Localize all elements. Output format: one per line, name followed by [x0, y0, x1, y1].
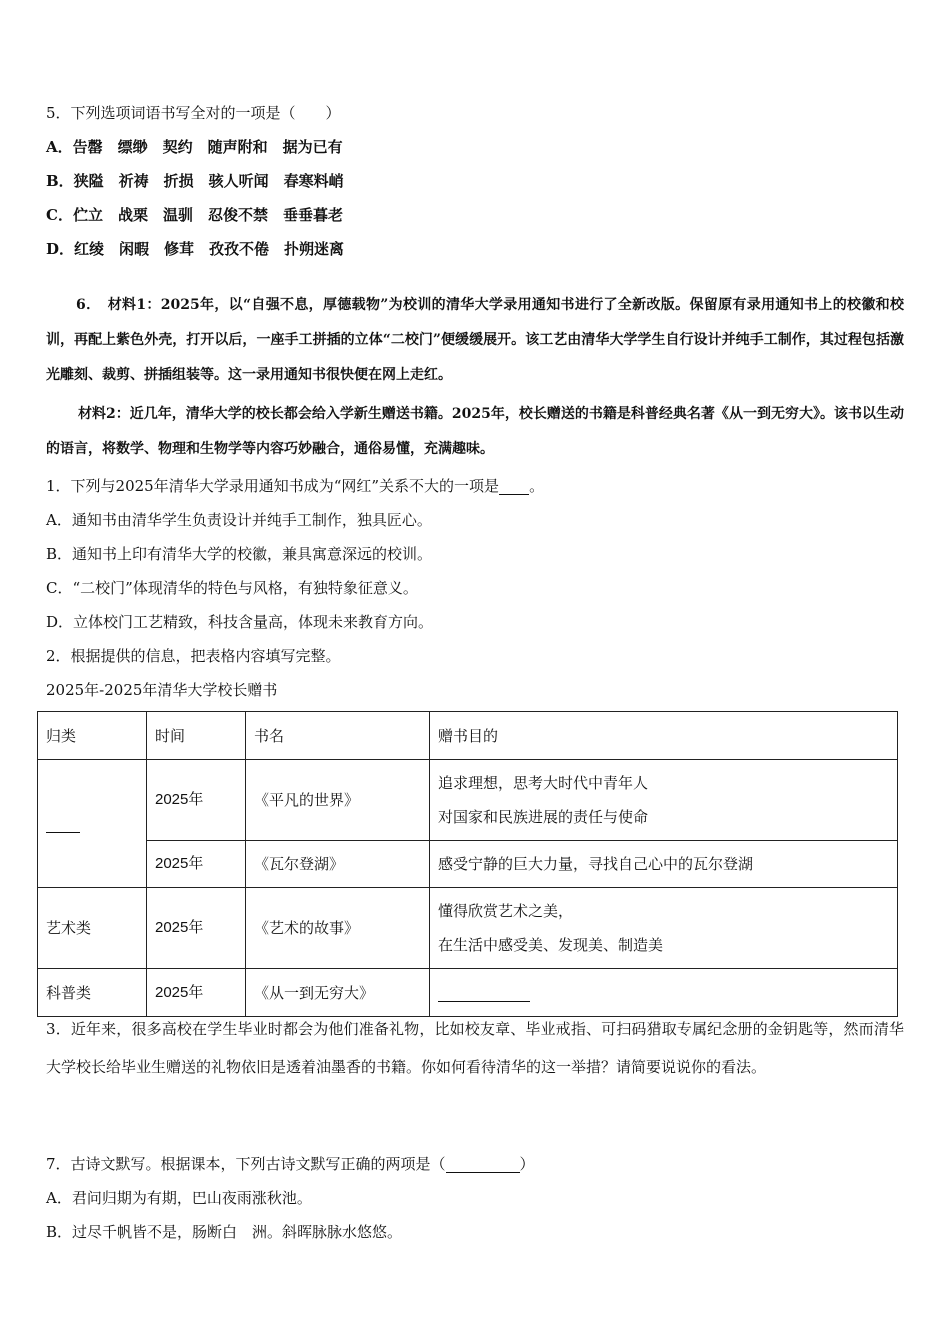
header-book: 书名 [246, 712, 430, 760]
purpose-line: 对国家和民族进展的责任与使命 [438, 808, 649, 826]
table-row [38, 841, 898, 888]
gift-book-table [37, 711, 898, 1017]
q5-stem: 5．下列选项词语书写全对的一项是（ ） [46, 104, 341, 122]
table-caption: 2025年-2025年清华大学校长赠书 [46, 681, 278, 699]
answer-blank[interactable] [446, 1154, 520, 1173]
q5-option-a: A．告罄 缥缈 契约 随声附和 据为已有 [46, 138, 343, 156]
q6-sub1-stem-end: 。 [529, 477, 545, 495]
q7-stem-end: ） [519, 1155, 535, 1173]
q6-sub3-text: 3．近年来，很多高校在学生毕业时都会为他们准备礼物，比如校友章、毕业戒指、可扫码猎取专属纪念册的金钥匙等，然而清华大学校长给毕业生赠送的礼物依旧是透着油墨香的书籍。你如何看待清华的这一举措？请简要说说你的看法。 [46, 1020, 904, 1076]
q6-material-2: 材料2：近几年，清华大学的校长都会给入学新生赠送书籍。2025年，校长赠送的书籍是科普经典名著《从一到无穷大》。该书以生动的语言，将数学、物理和生物学等内容巧妙融合，通俗易懂，充满趣味。 [46, 406, 904, 457]
book-cell: 《从一到无穷大》 [246, 969, 430, 1017]
category-cell: 科普类 [38, 969, 147, 1017]
header-purpose: 赠书目的 [430, 712, 898, 760]
answer-blank[interactable] [499, 476, 529, 495]
q6-sub2-stem: 2．根据提供的信息，把表格内容填写完整。 [46, 647, 341, 665]
q6-sub1-stem-text: 1．下列与2025年清华大学录用通知书成为“网红”关系不大的一项是 [46, 477, 500, 495]
purpose-cell: 感受宁静的巨大力量，寻找自己心中的瓦尔登湖 [430, 841, 898, 888]
book-cell: 《艺术的故事》 [246, 888, 430, 969]
q5-option-b: B．狭隘 祈祷 折损 骇人听闻 春寒料峭 [46, 172, 344, 190]
purpose-line: 懂得欣赏艺术之美， [438, 902, 574, 920]
time-cell: 2025年 [147, 888, 246, 969]
table-row [38, 888, 898, 969]
header-category: 归类 [38, 712, 147, 760]
purpose-cell [430, 760, 898, 841]
q6-sub1-option-d: D．立体校门工艺精致，科技含量高，体现未来教育方向。 [46, 613, 434, 631]
q6-sub1-stem [46, 476, 544, 496]
q6-sub1-option-a: A．通知书由清华学生负责设计并纯手工制作，独具匠心。 [46, 511, 432, 529]
q6-sub1-option-b: B．通知书上印有清华大学的校徽，兼具寓意深远的校训。 [46, 545, 433, 563]
category-blank-cell[interactable] [38, 760, 147, 888]
header-time: 时间 [147, 712, 246, 760]
book-cell: 《瓦尔登湖》 [246, 841, 430, 888]
time-cell: 2025年 [147, 969, 246, 1017]
q6-sub1-option-c: C．“二校门”体现清华的特色与风格，有独特象征意义。 [46, 579, 418, 597]
purpose-line: 在生活中感受美、发现美、制造美 [438, 936, 664, 954]
q5-option-c: C．伫立 战栗 温驯 忍俊不禁 垂垂暮老 [46, 206, 343, 224]
q5-option-d: D．红绫 闲暇 修茸 孜孜不倦 扑朔迷离 [46, 240, 345, 258]
q7-stem [46, 1154, 535, 1174]
purpose-line: 追求理想，思考大时代中青年人 [438, 774, 649, 792]
q6-material-1: 6． 材料1：2025年，以“自强不息，厚德载物”为校训的清华大学录用通知书进行了全新改版。保留原有录用通知书上的校徽和校训，再配上紫色外壳，打开以后，一座手工拼插的立体“二校门”便缓缓展开。该工艺由清华大学学生自行设计并纯手工制作，其过程包括激光雕刻、裁剪、拼插组装等。这一录用通知书很快便在网上走红。 [46, 297, 904, 383]
table-row [38, 760, 898, 841]
table-header-row [38, 712, 898, 760]
book-cell: 《平凡的世界》 [246, 760, 430, 841]
time-cell: 2025年 [147, 760, 246, 841]
q7-option-a: A．君问归期为有期，巴山夜雨涨秋池。 [46, 1189, 312, 1207]
purpose-cell [430, 888, 898, 969]
q7-stem-text: 7．古诗文默写。根据课本，下列古诗文默写正确的两项是（ [46, 1155, 446, 1173]
time-cell: 2025年 [147, 841, 246, 888]
q7-option-b: B．过尽千帆皆不是，肠断白 洲。斜晖脉脉水悠悠。 [46, 1223, 403, 1241]
answer-blank[interactable] [438, 983, 530, 1002]
answer-blank[interactable] [46, 814, 80, 833]
category-cell: 艺术类 [38, 888, 147, 969]
